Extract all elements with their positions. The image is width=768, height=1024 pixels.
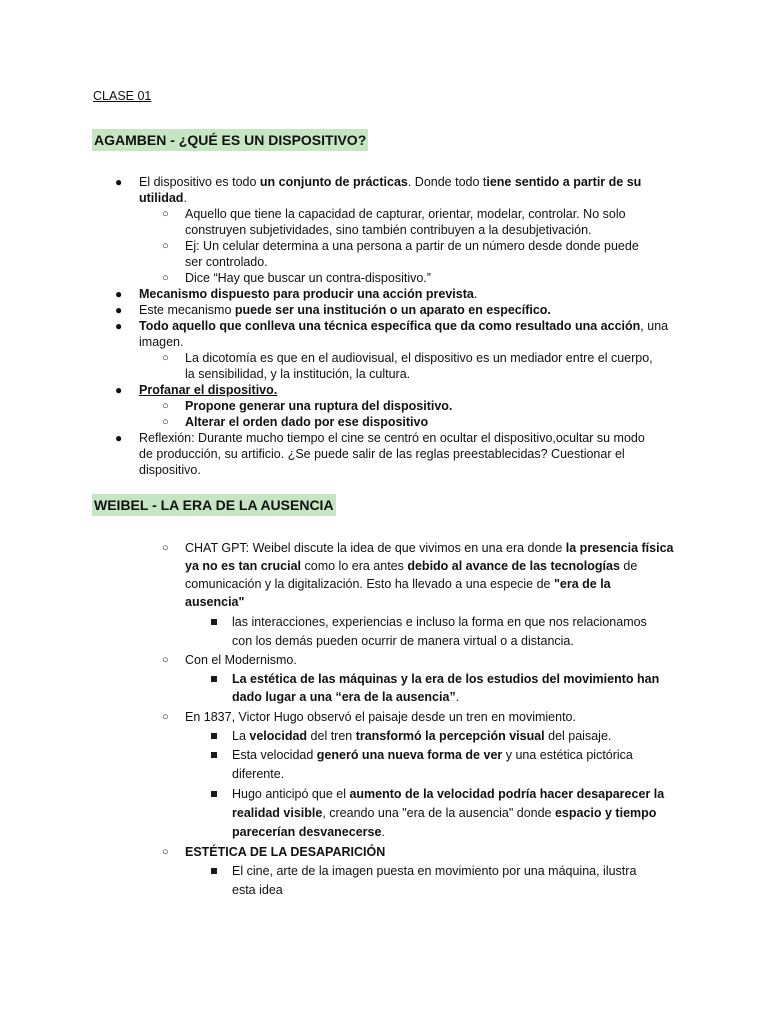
bullet-text: Reflexión: Durante mucho tiempo el cine se centró en ocultar el dispositivo,ocultar su modo [139, 431, 645, 445]
text-run-bold: utilidad [139, 191, 184, 205]
text-run-bold: generó una nueva forma de ver [316, 748, 503, 762]
text-run: del paisaje. [544, 729, 612, 743]
text-run-bold: aumento de la velocidad podría hacer desaparecer la [349, 787, 665, 801]
bullet-text: Profanar el dispositivo. [139, 383, 278, 397]
bullet-circle-icon: ○ [162, 208, 169, 220]
text-run: , creando una "era de la ausencia" donde [322, 806, 555, 820]
text-run: CHAT GPT: Weibel discute la idea de que vivimos en una era donde [185, 541, 566, 555]
bullet-text [139, 174, 641, 190]
sub-bullet-text: Dice “Hay que buscar un contra-dispositivo.” [185, 271, 431, 285]
text-run-bold: iene sentido a partir de su [486, 175, 642, 189]
bullet-circle-icon: ○ [162, 711, 169, 723]
sub-bullet-text-cont [185, 576, 611, 592]
section-heading-weibel: WEIBEL - LA ERA DE LA AUSENCIA [92, 494, 336, 516]
sub-bullet-text: Aquello que tiene la capacidad de capturar, orientar, modelar, controlar. No solo [185, 207, 626, 221]
third-level-text-cont [232, 824, 385, 840]
bullet-disc-icon: ● [115, 287, 123, 301]
bullet-disc-icon: ● [115, 303, 123, 317]
text-run: Esta velocidad [232, 748, 317, 762]
bullet-text [139, 302, 551, 318]
text-run: . [455, 690, 460, 704]
text-run: y una estética pictórica [502, 748, 633, 762]
text-run: Este mecanismo [139, 303, 235, 317]
sub-bullet-text-cont: la sensibilidad, y la institución, la cultura. [185, 367, 411, 381]
bullet-circle-icon: ○ [162, 352, 169, 364]
third-level-text-cont: esta idea [232, 883, 283, 897]
sub-bullet-text: Ej: Un celular determina a una persona a partir de un número desde donde puede [185, 239, 639, 253]
third-level-text-cont [232, 689, 459, 705]
bullet-circle-icon: ○ [162, 240, 169, 252]
bullet-square-icon [211, 752, 217, 758]
bullet-text-cont [139, 190, 187, 206]
bullet-text-cont: dispositivo. [139, 463, 201, 477]
text-run: La [232, 729, 250, 743]
third-level-text [232, 786, 664, 802]
bullet-square-icon [211, 733, 217, 739]
sub-bullet-text-cont: ser controlado. [185, 255, 268, 269]
bullet-circle-icon: ○ [162, 272, 169, 284]
bullet-disc-icon: ● [115, 431, 123, 445]
text-run-bold: transformó la percepción visual [355, 729, 545, 743]
text-run-bold: puede ser una institución o un aparato en específico. [234, 303, 551, 317]
text-run-bold: parecerían desvanecerse [232, 825, 382, 839]
text-run: comunicación y la digitalización. Esto ha llevado a una especie de [185, 577, 554, 591]
text-run-bold: Todo aquello que conlleva una técnica específica que da como resultado una acción [139, 319, 641, 333]
text-run: , una [640, 319, 669, 333]
bullet-disc-icon: ● [115, 175, 123, 189]
third-level-text-cont: con los demás pueden ocurrir de manera virtual o a distancia. [232, 634, 574, 648]
bullet-text [139, 318, 668, 334]
text-run-bold: la presencia física [565, 541, 674, 555]
text-run-bold: realidad visible [232, 806, 323, 820]
text-run-bold: dado lugar a una “era de la ausencia” [232, 690, 456, 704]
text-run: . [473, 287, 478, 301]
bullet-text-cont: imagen. [139, 335, 184, 349]
bullet-square-icon [211, 791, 217, 797]
third-level-text-cont: diferente. [232, 767, 285, 781]
sub-bullet-text: Con el Modernismo. [185, 653, 297, 667]
bullet-square-icon [211, 676, 217, 682]
text-run: El dispositivo es todo [139, 175, 260, 189]
third-level-text-cont [232, 805, 656, 821]
text-run: . [183, 191, 187, 205]
third-level-text [232, 747, 633, 763]
third-level-text: La estética de las máquinas y la era de los estudios del movimiento han [232, 672, 660, 686]
text-run: como lo era antes [301, 559, 408, 573]
bullet-disc-icon: ● [115, 383, 123, 397]
third-level-text: las interacciones, experiencias e incluso la forma en que nos relacionamos [232, 615, 647, 629]
sub-bullet-text: La dicotomía es que en el audiovisual, el dispositivo es un mediador entre el cuerpo, [185, 351, 653, 365]
class-label: CLASE 01 [93, 89, 152, 103]
text-run: Hugo anticipó que el [232, 787, 350, 801]
sub-bullet-text: Propone generar una ruptura del dispositivo. [185, 399, 453, 413]
bullet-disc-icon: ● [115, 319, 123, 333]
text-run-bold: debido al avance de las tecnologías [407, 559, 620, 573]
third-level-text: El cine, arte de la imagen puesta en movimiento por una máquina, ilustra [232, 864, 637, 878]
text-run-bold: Mecanismo dispuesto para producir una acción prevista [139, 287, 474, 301]
text-run-bold: velocidad [249, 729, 308, 743]
bullet-text [139, 286, 477, 302]
text-run: del tren [307, 729, 356, 743]
sub-bullet-text-cont [185, 558, 637, 574]
bullet-square-icon [211, 619, 217, 625]
sub-bullet-text: Alterar el orden dado por ese dispositivo [185, 415, 429, 429]
bullet-text-cont: de producción, su artificio. ¿Se puede salir de las reglas preestablecidas? Cuestionar el [139, 447, 625, 461]
text-run-bold: "era de la [553, 577, 611, 591]
sub-bullet-text-cont: construyen subjetividades, sino también contribuyen a la desubjetivación. [185, 223, 592, 237]
bullet-circle-icon: ○ [162, 400, 169, 412]
sub-bullet-text-cont: ausencia" [185, 595, 245, 609]
sub-bullet-text [185, 540, 673, 556]
bullet-circle-icon: ○ [162, 654, 169, 666]
bullet-circle-icon: ○ [162, 416, 169, 428]
sub-bullet-text: En 1837, Victor Hugo observó el paisaje desde un tren en movimiento. [185, 710, 576, 724]
text-run-bold: ya no es tan crucial [185, 559, 302, 573]
text-run-bold: espacio y tiempo [554, 806, 657, 820]
text-run: . Donde todo t [407, 175, 487, 189]
text-run: . [381, 825, 385, 839]
bullet-circle-icon: ○ [162, 542, 169, 554]
text-run-bold: un conjunto de prácticas [259, 175, 408, 189]
third-level-text [232, 728, 611, 744]
section-heading-agamben: AGAMBEN - ¿QUÉ ES UN DISPOSITIVO? [92, 129, 368, 151]
sub-bullet-text: ESTÉTICA DE LA DESAPARICIÓN [185, 845, 386, 859]
text-run: de [619, 559, 638, 573]
bullet-circle-icon: ○ [162, 846, 169, 858]
bullet-square-icon [211, 868, 217, 874]
